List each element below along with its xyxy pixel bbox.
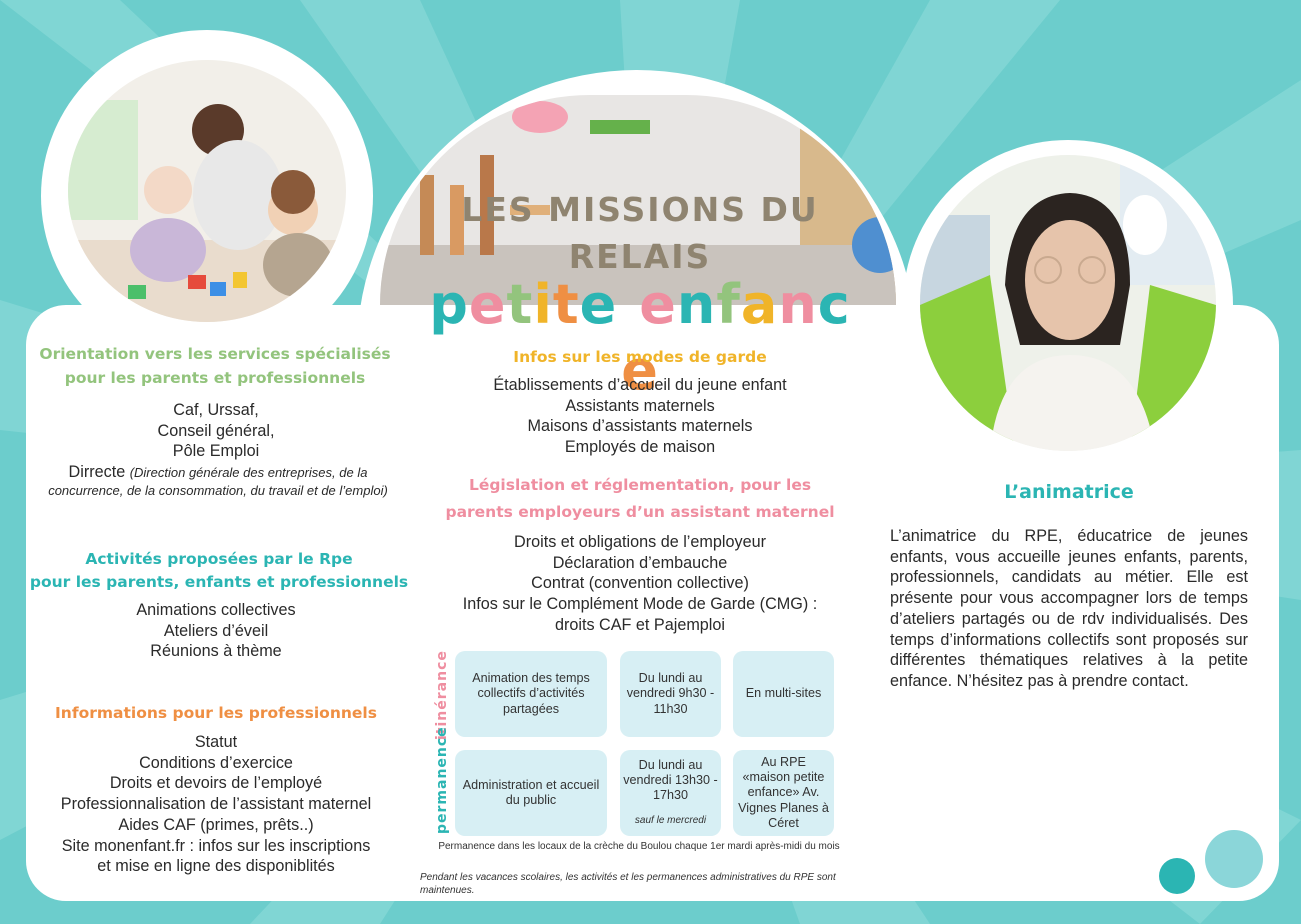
permanence-time-note: sauf le mercredi xyxy=(634,815,707,827)
pro-info-list xyxy=(30,732,402,877)
itinerance-label: itinérance xyxy=(434,650,450,740)
modes-heading: Infos sur les modes de garde xyxy=(513,348,767,366)
list-item: Employés de maison xyxy=(564,438,716,457)
title-line-1: LES MISSIONS DU xyxy=(461,190,819,229)
list-item: droits CAF et Pajemploi xyxy=(554,615,726,634)
list-item: Contrat (convention collective) xyxy=(531,574,749,593)
animatrice-portrait-photo xyxy=(920,155,1216,451)
title-letter: e xyxy=(468,273,507,336)
dirrecte-detail: (Direction générale des entreprises, de la concurrence, de la consommation, du travail et de l’emploi) xyxy=(48,465,388,498)
legislation-heading xyxy=(430,472,850,526)
legislation-list xyxy=(430,532,850,636)
list-item: Infos sur le Complément Mode de Garde (CMG) : xyxy=(462,595,818,614)
list-item: Assistants maternels xyxy=(565,396,715,415)
permanence-label: permanence xyxy=(434,726,450,834)
activities-heading-line: pour les parents, enfants et professionnels xyxy=(29,573,409,591)
legislation-heading-line: Législation et réglementation, pour les xyxy=(468,476,812,494)
footnote-vacances: Pendant les vacances scolaires, les activités et les permanences administratives du RPE sont maintenues. xyxy=(420,872,836,896)
title-letter: f xyxy=(716,273,741,336)
list-item: et mise en ligne des disponiblités xyxy=(97,857,335,876)
list-item: Droits et obligations de l’employeur xyxy=(514,533,766,551)
orientation-heading xyxy=(30,342,400,390)
list-item: Ateliers d’éveil xyxy=(163,621,269,640)
title-letter: t xyxy=(506,273,534,336)
title-letter: n xyxy=(778,273,818,336)
list-item: Pôle Emploi xyxy=(172,442,260,461)
list-item: Réunions à thème xyxy=(150,642,282,661)
list-item: Conseil général, xyxy=(157,421,275,440)
permanence-time: Du lundi au vendredi 13h30 - 17h30 xyxy=(623,757,718,802)
list-item: Déclaration d’embauche xyxy=(552,553,728,572)
permanence-time-cell xyxy=(620,750,721,836)
title-letter: t xyxy=(552,273,580,336)
activities-heading xyxy=(26,548,412,594)
list-item: Maisons d’assistants maternels xyxy=(527,417,753,436)
pro-info-heading: Informations pour les professionnels xyxy=(55,704,377,722)
dirrecte-entry xyxy=(36,464,400,499)
orientation-heading-line: Orientation vers les services spécialisés xyxy=(39,345,391,363)
list-item: Aides CAF (primes, prêts..) xyxy=(118,815,314,834)
footnote-boulou: Permanence dans les locaux de la crèche du Boulou chaque 1er mardi après-midi du mois xyxy=(438,841,840,852)
title xyxy=(440,186,840,280)
title-letter: e xyxy=(639,273,677,336)
list-item: Site monenfant.fr : infos sur les inscriptions xyxy=(61,836,371,855)
list-item: Droits et devoirs de l’employé xyxy=(109,774,323,793)
modes-list xyxy=(440,375,840,458)
list-item: Professionnalisation de l’assistant maternel xyxy=(60,795,372,814)
permanence-place-cell: Au RPE «maison petite enfance» Av. Vignes Planes à Céret xyxy=(733,750,834,836)
itinerance-place-cell: En multi-sites xyxy=(733,651,834,737)
orientation-heading-line: pour les parents et professionnels xyxy=(64,369,366,387)
itinerance-time-cell: Du lundi au vendredi 9h30 - 11h30 xyxy=(620,651,721,737)
title-letter: e xyxy=(579,273,618,336)
title-line-2: RELAIS xyxy=(568,237,712,276)
dirrecte-label: Dirrecte xyxy=(68,463,126,481)
animatrice-paragraph: L’animatrice du RPE, éducatrice de jeunes enfants, vous accueille jeunes enfants, parents, professionnels, candidats au métier. Elle est présente pour vous accompagner lors de temps d’ateliers partagés ou de rdv individualisés. Des temps d’informations collectifs sont proposés sur différentes thématiques relatives à la petite enfance. N’hésitez pas à prendre contact. xyxy=(890,527,1248,690)
title-letter: i xyxy=(533,273,553,336)
list-item: Caf, Urssaf, xyxy=(173,401,259,419)
list-item: Conditions d’exercice xyxy=(139,753,293,772)
title-letter: n xyxy=(676,273,717,336)
activities-list xyxy=(30,600,402,662)
title-letter: e xyxy=(621,339,659,402)
list-item: Animations collectives xyxy=(136,601,296,619)
animatrice-heading: L’animatrice xyxy=(1004,481,1134,503)
title-letter: a xyxy=(740,273,779,336)
legislation-heading-line: parents employeurs d’un assistant maternel xyxy=(445,503,835,521)
list-item: Établissements d’accueil du jeune enfant xyxy=(493,376,787,394)
activities-heading-line: Activités proposées par le Rpe xyxy=(85,550,353,568)
itinerance-activity-cell: Animation des temps collectifs d’activités partagées xyxy=(455,651,607,737)
title-letter: p xyxy=(429,273,469,336)
title-letter: c xyxy=(817,273,851,336)
permanence-activity-cell: Administration et accueil du public xyxy=(455,750,607,836)
decor-dot-large xyxy=(1205,830,1263,888)
orientation-list xyxy=(30,400,402,462)
decor-dot-small xyxy=(1159,858,1195,894)
list-item: Statut xyxy=(194,733,238,751)
family-play-photo xyxy=(68,60,346,322)
